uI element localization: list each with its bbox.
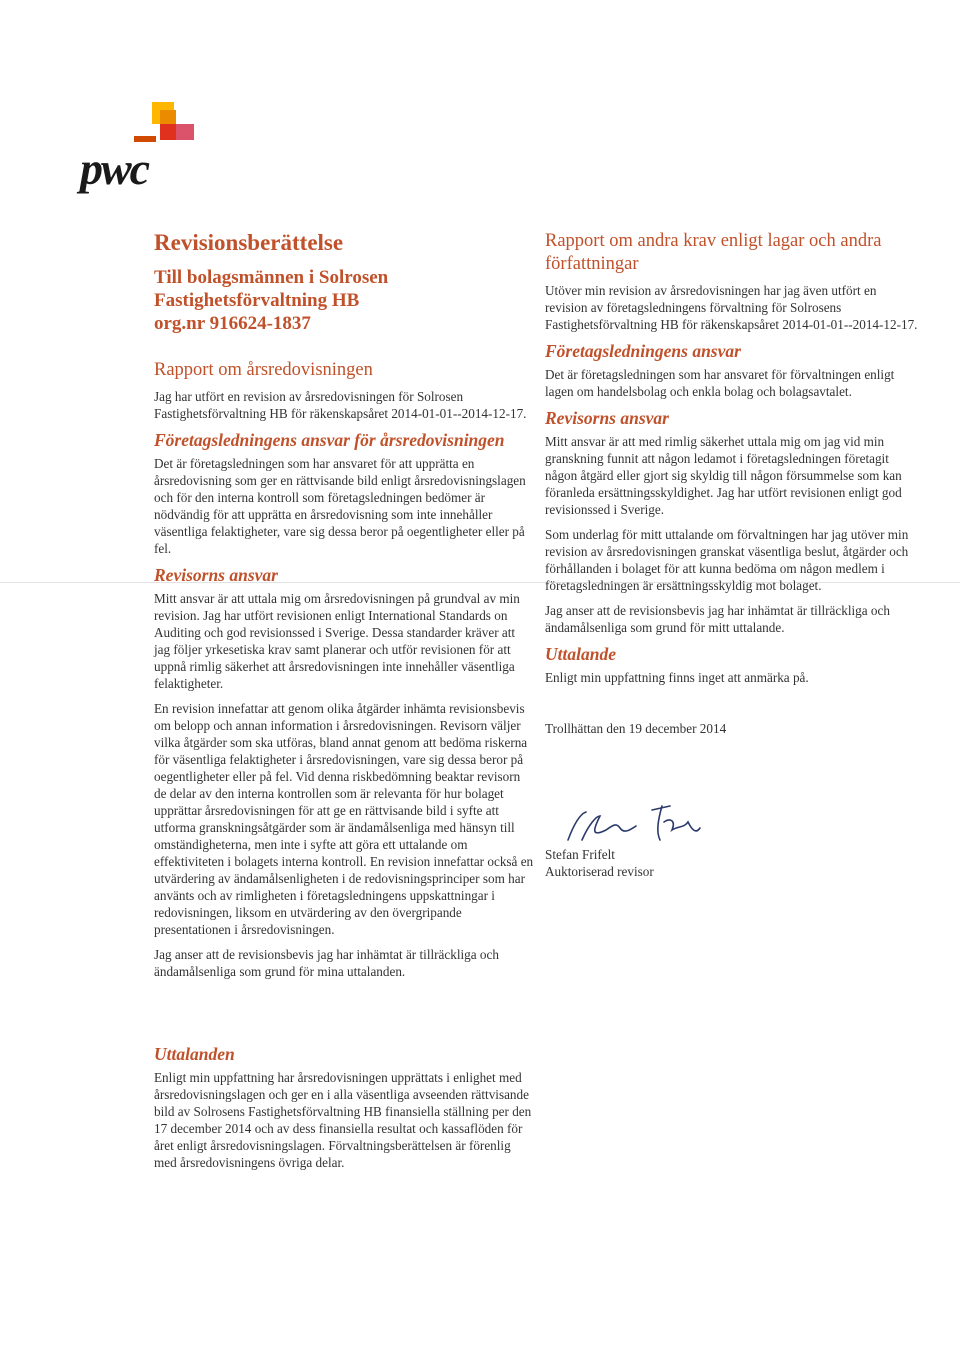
mgmt-responsibility-heading-2: Företagsledningens ansvar <box>545 341 741 361</box>
auditor-responsibility-p2: En revision innefattar att genom olika åtgärder inhämta revisionsbevis om belopp och annan information i årsredovisningen. Revisorn väljer vilka åtgärder som ska utföras, bland annat genom att bedöma riskerna för väsentliga felaktigheter i årsredovisningen, vare sig dessa beror på oegentligheter eller på fel. Vid denna riskbedömning beaktar revisorn de delar av den interna kontrollen som är relevanta för hur bolaget upprättar årsredovisningen för att ge en rättvisande bild i syfte att utforma granskningsåtgärder som är ändamålsenliga med hänsyn till omständigheterna, men inte i syfte att göra ett uttalande om effektiviteten i bolagets interna kontroll. En revision innefattar också en utvärdering av ändamålsenligheten i de redovisningsprinciper som har använts och av rimligheten i företagsledningens uppskattningar i redovisningen, liksom en utvärdering av den övergripande presentationen i årsredovisningen. <box>154 701 534 937</box>
pwc-logo <box>80 100 205 194</box>
signer-title: Auktoriserad revisor <box>545 864 654 879</box>
auditor-responsibility-2-p1: Mitt ansvar är att med rimlig säkerhet uttala mig om jag vid min granskning funnit att någon ledamot i företagsledningen företagit någon åtgärd eller gjort sig skyldig till någon försummelse som kan föranleda ersättningsskyldighet. Jag har utfört revisionen enligt god revisionssed i Sverige. <box>545 434 902 517</box>
auditor-responsibility-2-p3: Jag anser att de revisionsbevis jag har inhämtat är tillräckliga och ändamålsenliga som grund för mitt uttalande. <box>545 603 890 635</box>
addressee-block <box>154 266 534 335</box>
auditor-responsibility-heading: Revisorns ansvar <box>154 565 278 585</box>
signer-name: Stefan Frifelt <box>545 847 615 862</box>
auditor-responsibility-2-p2: Som underlag för mitt uttalande om förvaltningen har jag utöver min revision av årsredovisningen granskat väsentliga beslut, åtgärder och förhållanden i bolaget för att kunna bedöma om någon medlem i företagsledningen är ersättningsskyldig mot bolaget. <box>545 527 909 593</box>
addressee-line-3: org.nr 916624-1837 <box>154 313 311 334</box>
addressee-line-2: Fastighetsförvaltning HB <box>154 290 360 311</box>
place-date: Trollhättan den 19 december 2014 <box>545 721 727 736</box>
left-column <box>154 230 534 988</box>
mgmt-responsibility-text-2: Det är företagsledningen som har ansvaret för förvaltningen enligt lagen om handelsbolag och enkla bolag och bolagsavtalet. <box>545 367 895 399</box>
signer-block <box>545 846 654 880</box>
addressee-line-1: Till bolagsmännen i Solrosen <box>154 267 389 288</box>
pwc-logo-text: pwc <box>80 143 149 194</box>
opinions-text: Enligt min uppfattning har årsredovisningen upprättats i enlighet med årsredovisningslagen och ger en i alla väsentliga avseenden rättvisande bild av Solrosens Fastighetsförvaltning HB finansiella ställning per den 17 december 2014 och av dess finansiella resultat och kassaflöden för året enligt årsredovisningslagen. Förvaltningsberättelsen är förenlig med årsredovisningens övriga delar. <box>154 1070 532 1170</box>
auditor-responsibility-heading-2: Revisorns ansvar <box>545 408 669 428</box>
mgmt-responsibility-text: Det är företagsledningen som har ansvaret för att upprätta en årsredovisning som ger en rättvisande bild enligt årsredovisningslagen och för den interna kontroll som företagsledningen bedömer är nödvändig för att upprätta en årsredovisning som inte innehåller väsentliga felaktigheter, vare sig dessa beror på oegentligheter eller på fel. <box>154 456 526 556</box>
right-column <box>545 230 920 745</box>
opinions-section <box>154 1044 534 1179</box>
auditor-responsibility-p1: Mitt ansvar är att uttala mig om årsredovisningen på grundval av min revision. Jag har utfört revisionen enligt International Standards on Auditing och god revisionssed i Sverige. Dessa standarder kräver att jag följer yrkesetiska krav samt planerar och utför revisionen för att uppnå rimlig säkerhet att årsredovisningen inte innehåller väsentliga felaktigheter. <box>154 591 520 691</box>
other-requirements-intro: Utöver min revision av årsredovisningen har jag även utfört en revision av företagsledningens förvaltning för Solrosens Fastighetsförvaltning HB för räkenskapsåret 2014-01-01--2014-12-17. <box>545 283 918 332</box>
document-title: Revisionsberättelse <box>154 230 344 255</box>
mgmt-responsibility-heading: Företagsledningens ansvar för årsredovisningen <box>154 430 505 450</box>
statement-text: Enligt min uppfattning finns inget att anmärka på. <box>545 670 809 685</box>
statement-heading: Uttalande <box>545 644 616 664</box>
other-requirements-heading: Rapport om andra krav enligt lagar och andra författningar <box>545 231 882 274</box>
opinions-heading: Uttalanden <box>154 1044 235 1064</box>
auditor-responsibility-p3: Jag anser att de revisionsbevis jag har inhämtat är tillräckliga och ändamålsenliga som grund för mina uttalanden. <box>154 947 499 979</box>
annual-report-intro: Jag har utfört en revision av årsredovisningen för Solrosen Fastighetsförvaltning HB för räkenskapsåret 2014-01-01--2014-12-17. <box>154 389 527 421</box>
annual-report-heading: Rapport om årsredovisningen <box>154 360 373 380</box>
